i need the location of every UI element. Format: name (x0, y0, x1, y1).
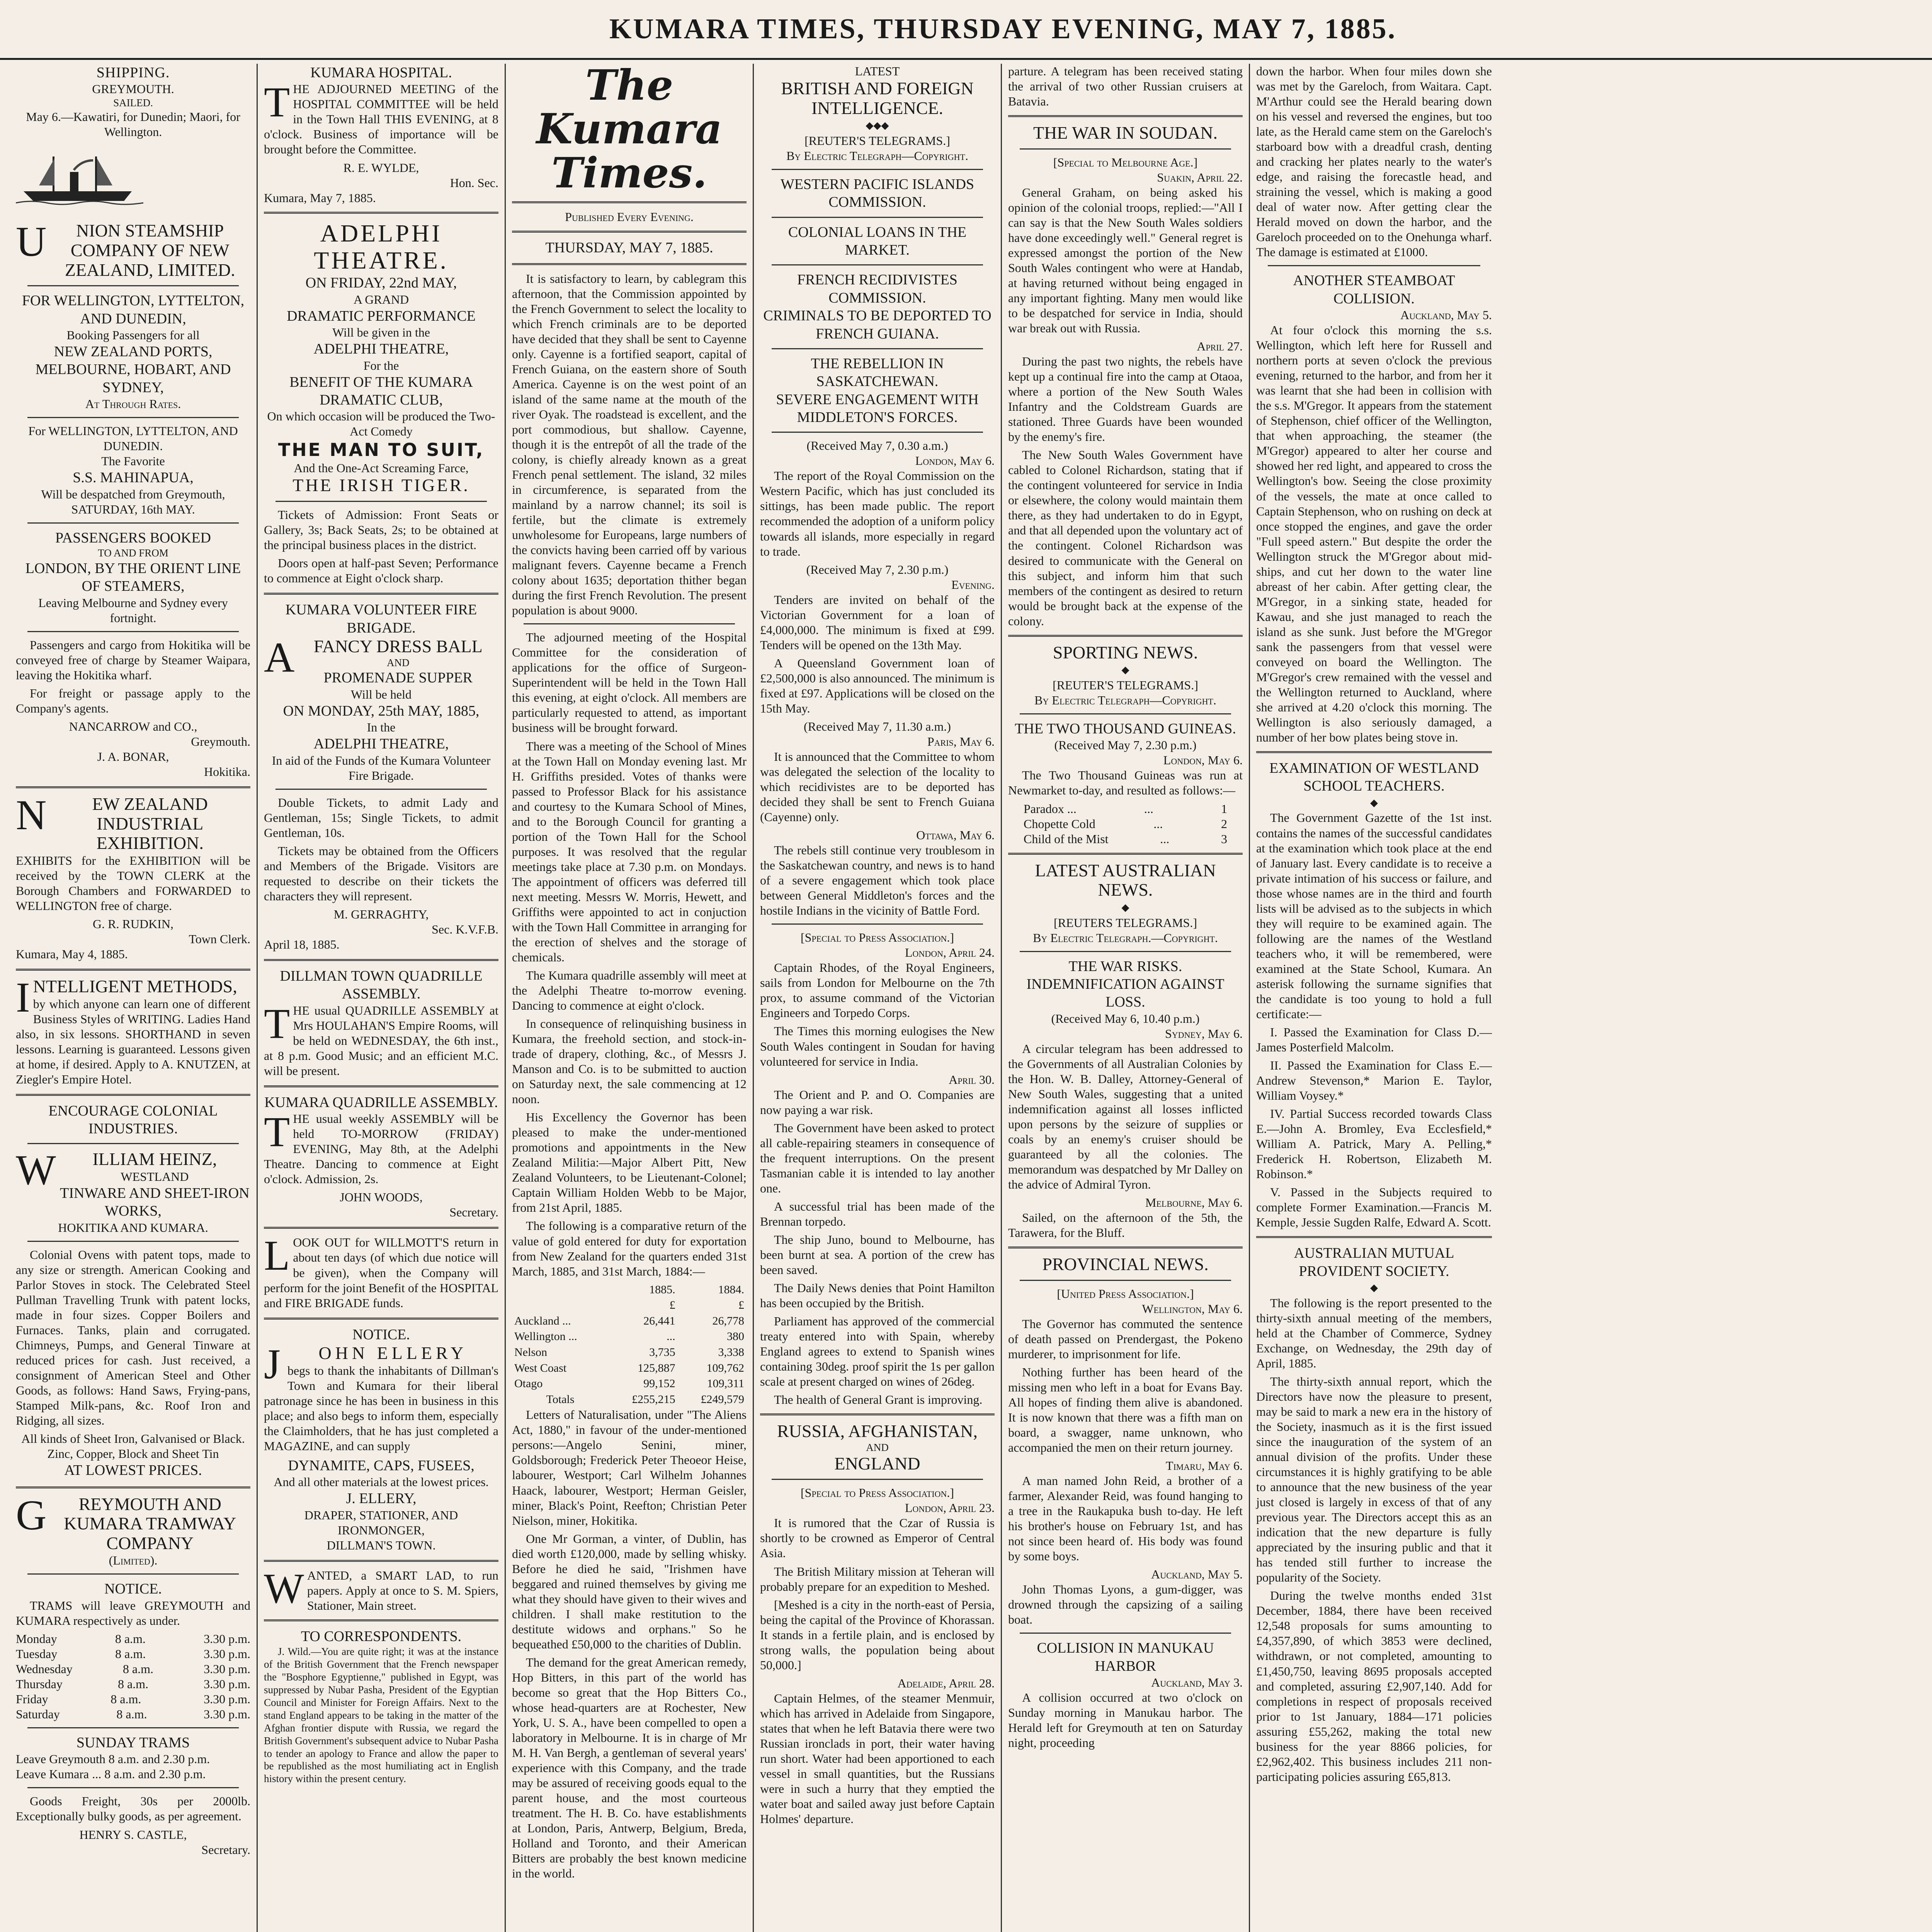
usc-despatch: Will be despatched from Greymouth, SATURDAY, 16th MAY. (41, 487, 225, 516)
story-victoria-loan: Tenders are invited on behalf of the Victorian Government for a loan of £4,000,000. The minimum is fixed at £99. Tenders will be opened on the 13th May. (760, 592, 995, 652)
headline-examination: EXAMINATION OF WESTLAND SCHOOL TEACHERS. (1269, 760, 1479, 794)
nzie-title: NEW ZEALAND INDUSTRIAL EXHIBITION. (16, 791, 208, 853)
ellery-body: begs to thank the inhabitants of Dillman's Town and Kumara for their liberal patronage since he has been in business in this place; and also begs to inform them, especially the Claimholders, that he has just completed a MAGAZINE, and can supply (264, 1363, 498, 1453)
headline-indemnification: INDEMNIFICATION AGAINST LOSS. (1026, 976, 1225, 1010)
sunday-kumara: Leave Kumara ... 8 a.m. and 2.30 p.m. (16, 1767, 206, 1781)
bfi-heading: BRITISH AND FOREIGN INTELLIGENCE. (781, 78, 974, 118)
tram-am: 8 a.m. (115, 1646, 146, 1661)
tram-row (16, 1662, 250, 1677)
story-amp-figures: During the twelve months ended 31st December, 1884, there have been received 12,548 proposals for sums amounting to £4,357,890, of which 3853 were declined, withdrawn, or not completed, amounting to £1,450,750, leaving 8695 proposals accepted and completed, assuring £2,907,140. Add for completions in respect of proposals received prior to 1st January, 1884—171 policies assuring £55,262, making the total new business for the year 8866 policies, for £2,962,402. This business includes 211 non-participating policies assuring £65,813. (1256, 1588, 1492, 1784)
gkt-notice: NOTICE. (104, 1581, 162, 1597)
story-gareloch: down the harbor. When four miles down she was met by the Gareloch, from Waitara. Capt. M'Arthur could see the Herald bearing down on his vessel and reversed the engines, but too late, as the Herald came stem on the Gareloch's starboard bow with a dreadful crash, denting and cracking her plates nearly to the water's edge, and raising the forecastle head, and straining the vessel, which is making a good deal of water now. After getting clear the Herald moved on down the harbor, and the Gareloch proceeded on to the Onehunga wharf. The damage is estimated at £1000. (1256, 64, 1492, 259)
gold-unit-1884: £ (738, 1299, 744, 1312)
encourage-heading: ENCOURAGE COLONIAL INDUSTRIES. (48, 1102, 218, 1137)
steamship-icon (16, 149, 143, 207)
gold-cell-a: 3,735 (649, 1345, 675, 1359)
headline-provincial: PROVINCIAL NEWS. (1042, 1254, 1209, 1274)
gold-cell-a: 125,887 (638, 1361, 675, 1374)
passengers-heading: PASSENGERS BOOKED (55, 529, 211, 546)
headline-england: ENGLAND (834, 1453, 920, 1473)
story-recidivistes: It is announced that the Committee to whom was delegated the selection of the locality to which recidivistes are to be deported has decided they shall be sent to French Guiana (Cayenne) only. (760, 749, 995, 824)
dateline-timaru: Timaru, May 6. (1165, 1459, 1243, 1473)
kqa-title: KUMARA QUADRILLE ASSEMBLY. (264, 1094, 498, 1111)
adelphi-given: Will be given in the (332, 325, 430, 340)
race-pos: 1 (1221, 801, 1227, 816)
column-6 (1250, 64, 1498, 1932)
usc-ship-name: S.S. MAHINAPUA, (73, 469, 194, 486)
tram-timetable (16, 1631, 250, 1722)
story-helmes: Captain Helmes, of the steamer Menmuir, which has arrived in Adelaide from Singapore, states that when he left Batavia there were two Russian ironclads in port, their water having run short. Water had been apportioned to each vessel in small quantities, but the Russians were in such a hurry that they emptied the water boat and sailed away just before Captain Holmes' departure. (760, 1691, 995, 1826)
adelphi-title: ADELPHI THEATRE. (314, 219, 449, 274)
story-reid: A man named John Reid, a brother of a farmer, Alexander Reid, was found hanging to a tree in the Raukapuka bush to-day. He left his brother's house on February 1st, and has not since been heard of. His body was found by some boys. (1008, 1474, 1243, 1563)
column-5 (1002, 64, 1250, 1932)
gold-cell-place: Otago (514, 1377, 543, 1390)
united-press-label: [United Press Association.] (1057, 1286, 1194, 1301)
published-line: Published Every Evening. (565, 210, 694, 224)
castle-signature: HENRY S. CASTLE, (79, 1827, 187, 1842)
leader-hop-bitters: The demand for the great American remedy, Hop Bitters, in this part of the world has become so great that the Hop Bitters Co., whose head-quarters are at Rochester, New York, U. S. A., have been compelled to open a laboratory in Melbourne. It is in charge of Mr M. H. Van Bergh, a gentleman of several years' experience with this Company, and the trade may be assured of receiving goods equal to the parent house, and the most courteous treatment. The H. B. Co. have establishments at London, Paris, Antwerp, Belgium, Breda, Holland and Toronto, and their American Bitters are probably the best known medicine in the world. (512, 1655, 747, 1881)
reuters-label: [REUTER'S TELEGRAMS.] (804, 133, 950, 148)
intelligent-methods-ad (16, 973, 250, 1087)
usc-route: FOR WELLINGTON, LYTTELTON, AND DUNEDIN, (22, 293, 245, 327)
gold-cell-b: 26,778 (712, 1314, 744, 1327)
story-richardson: The New South Wales Government have cabled to Colonel Richardson, stating that if the contingent volunteered for service in India or elsewhere, the colony would maintain them there, as they had undertaken to do in Egypt, and that all depended upon the voluntary act of the contingent. Colonel Richardson was desired to communicate with the General on this subject, and inform him that such members of the contingent as desired to return would be brought back at the expense of the colony. (1008, 448, 1243, 628)
page-columns (10, 64, 1932, 1932)
headline-amp: AUSTRALIAN MUTUAL PROVIDENT SOCIETY. (1294, 1245, 1454, 1279)
headline-australian: LATEST AUSTRALIAN NEWS. (1035, 860, 1216, 900)
dillman-body: THE usual QUADRILLE ASSEMBLY at Mrs HOULAHAN'S Empire Rooms, will be held on WEDNESDAY, the 6th inst., at 8 p.m. Good Music; and an efficient M.C. will be present. (264, 1000, 498, 1078)
special-age-label: [Special to Melbourne Age.] (1053, 155, 1198, 169)
leader-quadrille: The Kumara quadrille assembly will meet at the Adelphi Theatre to-morrow evening. Dancing to commence at eight o'clock. (512, 968, 747, 1013)
ellery-name: J. ELLERY, (346, 1490, 417, 1507)
hospital-heading: KUMARA HOSPITAL. (310, 65, 452, 81)
heinz-zinc: Zinc, Copper, Block and Sheet Tin (47, 1447, 219, 1461)
adelphi-date: ON FRIDAY, 22nd MAY, (305, 275, 457, 291)
race-pos: 3 (1221, 832, 1227, 846)
dateline-2: Evening. (951, 577, 995, 592)
orient-line: LONDON, BY THE ORIENT LINE OF STEAMERS, (25, 560, 241, 595)
dateline-wellington: Wellington, May 6. (1142, 1301, 1243, 1316)
kvfb-date: ON MONDAY, 25th MAY, 1885, (283, 702, 480, 719)
latest-label: LATEST (855, 64, 900, 78)
greymouth-label: GREYMOUTH. (92, 82, 174, 96)
adelphi-doors: Doors open at half-past Seven; Performance to commence at Eight o'clock sharp. (264, 556, 498, 585)
gkt-title: GREYMOUTH AND KUMARA TRAMWAY COMPANY (16, 1491, 236, 1553)
dateline-london: London, May 6. (1163, 753, 1243, 767)
leader-hospital: The adjourned meeting of the Hospital Committee for the consideration of applications for the office of Surgeon-Superintendent will be held in the Town Hall this evening, at eight o'clock. All members are particularly requested to attend, as important business will be brought forward. (512, 630, 747, 735)
gold-cell-b: 109,311 (707, 1377, 744, 1390)
headline-loans: COLONIAL LOANS IN THE MARKET. (788, 224, 967, 259)
ornament-icon: ◆◆◆ (866, 120, 889, 131)
received-1: (Received May 7, 0.30 a.m.) (806, 439, 948, 453)
story-war-risk: The Orient and P. and O. Companies are now paying a war risk. (760, 1087, 995, 1117)
tram-pm: 3.30 p.m. (204, 1662, 250, 1676)
kumara-quadrille-ad (264, 1094, 498, 1220)
press-association-label: [Special to Press Association.] (800, 930, 954, 945)
kvfb-date-2: April 18, 1885. (264, 937, 340, 951)
rudkin-role: Town Clerk. (189, 932, 250, 946)
story-manukau: A collision occurred at two o'clock on Sunday morning in Manukau harbor. The Herald left for Greymouth at ten on Saturday night, proceeding (1008, 1690, 1243, 1750)
dateline-sydney: Sydney, May 6. (1165, 1026, 1243, 1041)
exam-partial: IV. Partial Success recorded towards Class E.—John A. Bromley, Eva Ecclesfield,* William A. Patrick, Mary A. Pelling,* Frederick H. Robertson, Elizabeth M. Robinson.* (1256, 1107, 1492, 1181)
usc-route-2: For WELLINGTON, LYTTELTON, AND DUNEDIN. (28, 424, 238, 453)
received-2: (Received May 7, 2.30 p.m.) (806, 562, 949, 577)
gold-cell-place: Auckland ... (514, 1314, 571, 1327)
tram-row (16, 1677, 250, 1692)
gold-head-1885: 1885. (649, 1283, 675, 1296)
gold-cell-place: Nelson (514, 1345, 547, 1359)
passengers-tofrom: TO AND FROM (98, 547, 168, 559)
story-wpic: The report of the Royal Commission on the Western Pacific, which has just concluded its sittings, has been made public. The report recommended the adoption of a uniform policy towards all islands, more especially in regard to trade. (760, 469, 995, 558)
bonar-place: Hokitika. (204, 764, 250, 779)
story-daily-news: The Daily News denies that Point Hamilton has been occupied by the British. (760, 1281, 995, 1310)
tramway-ad (16, 1491, 250, 1857)
masthead: KUMARA TIMES, THURSDAY EVENING, MAY 7, 1885. (0, 0, 1932, 60)
adelphi-for: For the (363, 358, 399, 372)
rudkin-signature: G. R. RUDKIN, (93, 917, 173, 931)
kvfb-ball: AFANCY DRESS BALL (264, 633, 483, 681)
headline-rebellion: THE REBELLION IN SASKATCHEWAN. (811, 355, 944, 390)
column-2 (258, 64, 506, 1932)
dateline-7: London, April 23. (905, 1501, 995, 1515)
story-grant: The health of General Grant is improving. (774, 1393, 983, 1407)
reuters-label-3: [REUTERS TELEGRAMS.] (1054, 915, 1197, 930)
sunday-greymouth: Leave Greymouth 8 a.m. and 2.30 p.m. (16, 1752, 210, 1766)
usc-ports: NEW ZEALAND PORTS, MELBOURNE, HOBART, AND SYDNEY, (35, 343, 231, 396)
tram-am: 8 a.m. (111, 1692, 141, 1706)
story-otaoa: During the past two nights, the rebels have kept up a continual fire into the camp at Otaoa, where a portion of the New South Wales Infantry and the Coldstream Guards are stationed. Three Guards have been wounded by the enemy's fire. (1008, 354, 1243, 444)
kqa-body: THE usual weekly ASSEMBLY will be held TO-MORROW (FRIDAY) EVENING, May 8th, at the Adelphi Theatre. Dancing to commence at Eight o'clock. Admission, 2s. (264, 1108, 498, 1186)
dateline-4: Ottawa, May 6. (916, 828, 995, 842)
dateline-6: April 30. (949, 1072, 995, 1087)
tram-day: Friday (16, 1692, 48, 1706)
story-amp-intro: The following is the report presented to the thirty-sixth annual meeting of the members, held at the Chamber of Commerce, Sydney Exchange, on Wednesday, the 29th day of April, 1885. (1256, 1296, 1492, 1370)
story-gazette: The Government Gazette of the 1st inst. contains the names of the successful candidates at the examination which took place at the end of January last. Every candidate is to receive a private intimation of his success or failure, and those whose names are in the third and fourth lists will be advised as to the subjects in which they will require to be examined again. The following are the names of the Westland teachers who, it will be remembered, were examined at the State School, Kumara. An asterisk following the surname signifies that the candidate is too young to hold a full certificate:— (1256, 811, 1492, 1021)
story-dalley: A circular telegram has been addressed to the Governments of all Australian Colonies by the Hon. W. B. Dalley, Attorney-General of New South Wales, suggesting that a united indemnification against all losses inflicted upon persons by the seizure of supplies or coals by an enemy's cruiser should be guaranteed by all the colonies. The memorandum was despatched by Mr Dalley on the advice of Admiral Tyron. (1008, 1041, 1243, 1191)
gold-total-1884: £249,579 (701, 1393, 744, 1406)
column-4 (754, 64, 1002, 1932)
race-dots: ... (1144, 801, 1153, 816)
intel-body: by which anyone can learn one of different Business Styles of WRITING. Ladies Hand also, in six lessons. SHORTHAND in seven lessons. Learning is guaranteed. Lessons given at home, if desired. Apply to A. KNUTZEN, at Ziegler's Empire Hotel. (16, 997, 250, 1086)
ellery-title: JOHN ELLERY (264, 1340, 468, 1388)
story-juno: The ship Juno, bound to Melbourne, has been burnt at sea. A portion of the crew has been saved. (760, 1232, 995, 1277)
headline-war-risks: THE WAR RISKS. (1068, 958, 1182, 975)
correspondents-body: J. Wild.—You are quite right; it was at the instance of the British Government that the French newspaper the "Bosphore Egyptienne," published in Egypt, was suppressed by Nubar Pasha, President of the Egyptian Council and Minister for Foreign Affairs. Next to the stand England appears to be taking in the matter of the Afghan frontier dispute with Russia, we regard the British Government's subsequent advice to Nubar Pasha to tender an apology to France and allow the paper to be republished as the most humiliating act in English history within the present century. (264, 1646, 498, 1785)
kvfb-and: AND (386, 656, 410, 668)
heinz-ad (16, 1102, 250, 1480)
nancarrow-signature: NANCARROW and CO., (69, 719, 197, 733)
willmott-body: LOOK OUT for WILLMOTT'S return in about ten days (of which due notice will be given), when the Company will perform for the joint Benefit of the HOSPITAL and FIRE BRIGADE funds. (264, 1232, 498, 1310)
leader-gorman: One Mr Gorman, a vinter, of Dublin, has died worth £120,000, made by selling whisky. Before he died he said, "Irishmen have beggared and ruined themselves by giving me what they should have given to their wives and children. I shall make restitution to the destitute widows and orphans." So he bequeathed £50,000 to the charities of Dublin. (512, 1531, 747, 1651)
exam-former: V. Passed in the Subjects required to complete Former Examination.—Francis M. Kemple, Jessie Sugden Ralfe, Edward A. Scott. (1256, 1185, 1492, 1230)
tram-pm: 3.30 p.m. (204, 1692, 250, 1706)
exam-class-d: I. Passed the Examination for Class D.—James Posterfield Malcolm. (1256, 1025, 1492, 1054)
leader-school-mines: There was a meeting of the School of Mines at the Town Hall on Monday evening last. Mr H. Griffiths presided. Votes of thanks were passed to Professor Black for his assistance and courtesy to the Kumara School of Mines, and to the Borough Council for granting a portion of the Town Hall for the School purposes. It was resolved that the regular meetings take place at 7.30 p.m. on Mondays. The appointment of officers was deferred till next meeting. Messrs W. Morris, Hewett, and Griffiths were appointed to act in conjuction with the Town Hall Committee in arranging for the erection of shelves and the storage of chemicals. (512, 739, 747, 964)
table-row (512, 1329, 747, 1345)
story-evans-bay: Nothing further has been heard of the missing men who left in a boat for Evans Bay. All hopes of finding them alive is abandoned. It is now known that there was a fifth man on board, a swagger, name unknown, who accompanied the men on their return journey. (1008, 1365, 1243, 1455)
headline-two-thousand: THE TWO THOUSAND GUINEAS. (1015, 721, 1236, 737)
story-saskatchewan: The rebels still continue very troublesom in the Saskatchewan country, and news is to hand of a severe engagement which took place between General Middleton's forces and the hostile Indians in the vicinity of Battle Ford. (760, 843, 995, 918)
column-1 (10, 64, 258, 1932)
union-steamship-ad (16, 218, 250, 779)
gerraghty-signature: M. GERRAGHTY, (333, 907, 429, 921)
dateline-1: London, May 6. (915, 454, 995, 468)
heinz-westland: WESTLAND (121, 1170, 189, 1184)
story-batavia: parture. A telegram has been received stating the arrival of two other Russian cruisers at Batavia. (1008, 64, 1243, 109)
dateline-auckland-3: Auckland, May 5. (1400, 308, 1492, 322)
story-torpedo: A successful trial has been made of the Brennan torpedo. (760, 1199, 995, 1228)
kvfb-tickets: Double Tickets, to admit Lady and Gentleman, 15s; Single Tickets, to admit Gentleman, 10s. (264, 795, 498, 840)
adelphi-ad (264, 220, 498, 586)
race-results (1008, 801, 1243, 847)
gold-unit-1885: £ (669, 1299, 675, 1312)
story-cable: The Government have been asked to protect all cable-repairing steamers in consequence of the frequent interruptions. On the present Tasmanian cable it is intended to lay another one. (760, 1121, 995, 1195)
gold-cell-place: Wellington ... (514, 1330, 577, 1343)
dillman-quadrille-ad (264, 967, 498, 1078)
story-prendergast: The Governor has commuted the sentence of death passed on Prendergast, the Pokeno murderer, to imprisonment for life. (1008, 1316, 1243, 1361)
leader-gold: The following is a comparative return of the value of gold entered for duty for exportation from New Zealand for the quarters ended 31st March, 1885, and 31st March, 1884:— (512, 1219, 747, 1278)
dateline-april27: April 27. (1197, 339, 1243, 354)
kvfb-in: In the (367, 720, 396, 735)
tram-day: Wednesday (16, 1662, 73, 1676)
headline-collision: COLLISION IN MANUKAU HARBOR (1037, 1640, 1214, 1674)
tram-pm: 3.30 p.m. (204, 1631, 250, 1646)
adelphi-grand: A GRAND (353, 292, 409, 306)
tram-am: 8 a.m. (116, 1707, 147, 1721)
ornament-icon: ◆ (1121, 901, 1129, 913)
tram-pm: 3.30 p.m. (204, 1646, 250, 1661)
heinz-title: WILLIAM HEINZ, (16, 1146, 217, 1194)
headline-french: FRENCH RECIDIVISTES COMMISSION. (797, 272, 957, 306)
kvfb-held: Will be held (351, 687, 412, 701)
rudkin-date: Kumara, May 4, 1885. (16, 947, 128, 961)
intel-title: INTELLIGENT METHODS, (16, 973, 237, 1021)
tram-pm: 3.30 p.m. (204, 1677, 250, 1691)
adelphi-and: And the One-Act Screaming Farce, (294, 461, 469, 475)
column-3 (506, 64, 754, 1932)
ornament-icon: ◆ (1370, 797, 1378, 808)
castle-role: Secretary. (201, 1842, 250, 1857)
dateline-auckland-1: Auckland, May 5. (1151, 1567, 1243, 1582)
headline-criminals: CRIMINALS TO BE DEPORTED TO FRENCH GUIANA. (763, 308, 992, 342)
tram-row (16, 1707, 250, 1722)
bonar-signature: J. A. BONAR, (97, 749, 169, 764)
tram-am: 8 a.m. (117, 1677, 149, 1691)
gold-cell-a: 99,152 (643, 1377, 675, 1390)
tram-day: Tuesday (16, 1646, 58, 1661)
dateline-5: London, April 24. (905, 946, 995, 960)
kvfb-aid: In aid of the Funds of the Kumara Volunteer Fire Brigade. (272, 753, 491, 782)
story-guineas: The Two Thousand Guineas was run at Newmarket to-day, and resulted as follows:— (1008, 768, 1243, 798)
kvfb-officers: Tickets may be obtained from the Officers and Members of the Brigade. Visitors are requested to describe on their tickets the characters they will represent. (264, 844, 498, 903)
story-czar: It is rumored that the Czar of Russia is shortly to be crowned as Emperor of Central Asia. (760, 1516, 995, 1560)
orient-leaving: Leaving Melbourne and Sydney every fortnight. (38, 595, 228, 625)
table-row (512, 1313, 747, 1329)
correspondents-heading: TO CORRESPONDENTS. (301, 1628, 462, 1645)
gold-cell-b: 380 (727, 1330, 744, 1343)
adelphi-theatre: ADELPHI THEATRE, (313, 341, 449, 357)
gold-head-1884: 1884. (718, 1283, 744, 1296)
sunday-trams-heading: SUNDAY TRAMS (76, 1735, 190, 1751)
dateline-3: Paris, May 6. (927, 734, 995, 748)
story-times: The Times this morning eulogises the New South Wales contingent in Soudan for having volunteered for service in India. (760, 1024, 995, 1068)
received-guineas: (Received May 7, 2.30 p.m.) (1054, 738, 1197, 752)
reuters-label-2: [REUTER'S TELEGRAMS.] (1053, 678, 1198, 692)
heinz-kinds: All kinds of Sheet Iron, Galvanised or Black. (21, 1432, 245, 1446)
byelec-label-2: By Electric Telegraph—Copyright. (1034, 693, 1216, 707)
race-horse: Chopette Cold (1024, 816, 1095, 831)
tram-row (16, 1692, 250, 1707)
gold-cell-a: 26,441 (643, 1314, 675, 1327)
ornament-icon: ◆ (1370, 1282, 1378, 1294)
hospital-date: Kumara, May 7, 1885. (264, 190, 376, 205)
leader-naturalisation: Letters of Naturalisation, under "The Aliens Act, 1880," in favour of the under-mentioned persons:—Angelo Senini, miner, Goldsborough; Frederick Peter Theoeor Heise, labourer, Westport; Carl Wilhelm Johannes Haack, labourer, Westport; Herman Geisler, miner, Black's Point, Reefton; Christian Peter Nielson, miner, Hokitika. (512, 1408, 747, 1527)
usc-title: UNION STEAMSHIP COMPANY OF NEW ZEALAND, LIMITED. (16, 218, 235, 280)
nzie-body: EXHIBITS for the EXHIBITION will be received by the TOWN CLERK at the Borough Chambers and FORWARDED to WELLINGTON free of charge. (16, 853, 250, 913)
headline-and: AND (866, 1441, 889, 1453)
gold-total-label: Totals (546, 1393, 575, 1406)
race-result-row (1008, 832, 1243, 847)
ellery-ad (264, 1326, 498, 1553)
ornament-icon: ◆ (1121, 664, 1129, 676)
wylde-role: Hon. Sec. (450, 175, 498, 190)
story-lyons: John Thomas Lyons, a gum-digger, was drowned through the capsizing of a sailing boat. (1008, 1582, 1243, 1627)
leader-date: THURSDAY, MAY 7, 1885. (545, 240, 713, 256)
ellery-place: DILLMAN'S TOWN. (327, 1538, 436, 1552)
fire-brigade-ad (264, 601, 498, 952)
kvfb-theatre: ADELPHI THEATRE, (313, 736, 449, 752)
tram-day: Monday (16, 1631, 57, 1646)
shipping-heading: SHIPPING. (96, 65, 170, 81)
adelphi-benefit: BENEFIT OF THE KUMARA DRAMATIC CLUB, (289, 374, 473, 408)
wanted-ad: WANTED, a SMART LAD, to run papers. Apply at once to S. M. Spiers, Stationer, Main street. (264, 1565, 498, 1612)
story-queensland-loan: A Queensland Government loan of £2,500,000 is also announced. The minimum is fixed at £97. Applications will be closed on the 15th May. (760, 656, 995, 715)
gold-cell-b: 3,338 (718, 1345, 744, 1359)
ellery-other: And all other materials at the lowest prices. (274, 1475, 489, 1489)
story-tarawera: Sailed, on the afternoon of the 5th, the Tarawera, for the Bluff. (1008, 1211, 1243, 1240)
woods-signature: JOHN WOODS, (340, 1190, 423, 1204)
heinz-items: Colonial Ovens with patent tops, made to any size or strength. American Cooking and Parlor Stoves in stock. The Celebrated Steel Pullman Travelling Trunk with patent locks, made in four sizes. Copper Boilers and Furnaces. Tanks, plain and corrugated. Chimneys, Pumps, and General Tinware at reduced prices for cash. Just received, a consignment of American Steel and Other Goods, as follows: Hand Saws, Frying-pans, Stamped Milk-pans, &c. Roof Iron and Ridging, all sizes. (16, 1247, 250, 1428)
kvfb-supper: PROMENADE SUPPER (323, 670, 473, 686)
headline-another-collision: ANOTHER STEAMBOAT COLLISION. (1293, 272, 1455, 307)
story-wellington-mgregor: At four o'clock this morning the s.s. Wellington, which left here for Russell and northern ports at seven o'clock the previous evening, returned to the harbor, and from her it was learnt that she had been in collision with the s.s. M'Gregor. It appears from the statement of Stephenson, chief officer of the Wellington, that when approaching, the steamer (the M'Gregor) appeared to alter her course and showed her red light, and appeared to cross the Wellington's bow. Seeing the close proximity of the vessels, the mate at once called to Captain Stephenson, who on rushing on deck at once stopped the engines, and gave the order "Full speed astern." But despite the order the Wellington struck the M'Gregor about mid-ships, and cut her down to the water line abreast of her cabin. After getting clear, the M'Gregor, in a sinking state, headed for Kawau, and she just managed to reach the island as she sunk. Just before the M'Gregor sank the passengers from that vessel were conveyed on board the Wellington. The M'Gregor's crew remained with the vessel and the Wellington returned to Auckland, where she arrived at 4.20 o'clock this morning. The Wellington is also seriously damaged, a number of her bow plates being stove in. (1256, 323, 1492, 744)
story-rhodes: Captain Rhodes, of the Royal Engineers, sails from London for Melbourne on the 7th prox, to assume command of the Victorian Engineers and Torpedo Corps. (760, 961, 995, 1020)
heinz-lowest: AT LOWEST PRICES. (64, 1462, 202, 1479)
headline-soudan: THE WAR IN SOUDAN. (1033, 123, 1218, 143)
tram-day: Saturday (16, 1707, 60, 1721)
table-row (512, 1345, 747, 1361)
heinz-trade: TINWARE AND SHEET-IRON WORKS, (60, 1185, 250, 1219)
hospital-body: THE ADJOURNED MEETING of the HOSPITAL COMMITTEE will be held in the Town Hall THIS EVENING, at 8 o'clock. Business of importance will be brought before the Committee. (264, 78, 498, 156)
heinz-place: HOKITIKA AND KUMARA. (58, 1220, 208, 1235)
goods-freight: Goods Freight, 30s per 2000lb. Exceptionally bulky goods, as per agreement. (16, 1794, 250, 1823)
race-result-row (1008, 801, 1243, 816)
tram-pm: 3.30 p.m. (204, 1707, 250, 1721)
exam-class-e: II. Passed the Examination for Class E.—Andrew Stevenson,* Marion E. Taylor, William Voysey.* (1256, 1058, 1492, 1103)
dillman-title: DILLMAN TOWN QUADRILLE ASSEMBLY. (280, 968, 483, 1002)
passengers-body: Passengers and cargo from Hokitika will be conveyed free of charge by Steamer Waipara, leaving the Hokitika wharf. (16, 638, 250, 682)
adelphi-play-2: THE IRISH TIGER. (293, 475, 470, 495)
gerraghty-role: Sec. K.V.F.B. (432, 922, 498, 936)
gkt-body: TRAMS will leave GREYMOUTH and KUMARA respectively as under. (16, 1598, 250, 1628)
tram-am: 8 a.m. (122, 1662, 153, 1676)
adelphi-play-1: THE MAN TO SUIT, (278, 439, 485, 461)
gold-return-table (512, 1282, 747, 1408)
headline-severe: SEVERE ENGAGEMENT WITH MIDDLETON'S FORCES. (776, 391, 979, 425)
dateline-8: Adelaide, April 28. (897, 1676, 995, 1690)
adelphi-occasion: On which occasion will be produced the Two-Act Comedy (267, 409, 495, 439)
story-amp-report: The thirty-sixth annual report, which the Directors have now the pleasure to present, may be said to mark a new era in the history of the Society, inasmuch as it is the first issued since the inauguration of the system of an annual division of the profits. Under these circumstances it is highly gratifying to be able to announce that the new business of the year just closed is largely in excess of that of any previous year. The Directors accept this as an indication that the new departure is fully appreciated by the insuring public and that it has tended still further to increase the popularity of the Society. (1256, 1374, 1492, 1585)
leader-auction: In consequence of relinquishing business in Kumara, the freehold section, and stock-in-trade of drapery, clothing, &c., of Messrs J. Manson and Co. is to be submitted to auction on Saturday next, the sale commencing at 12 noon. (512, 1017, 747, 1106)
race-horse: Paradox ... (1024, 801, 1077, 816)
ellery-notice: NOTICE. (352, 1326, 410, 1343)
woods-role: Secretary. (449, 1205, 498, 1219)
dateline-melbourne: Melbourne, May 6. (1145, 1196, 1243, 1210)
gold-cell-a: ... (667, 1330, 675, 1343)
byelec-label-3: By Electric Telegraph.—Copyright. (1033, 930, 1218, 945)
dateline-suakin: Suakin, April 22. (1157, 170, 1243, 184)
byelec-label: By Electric Telegraph—Copyright. (786, 148, 968, 163)
tram-am: 8 a.m. (115, 1631, 146, 1646)
ellery-trade: DRAPER, STATIONER, AND IRONMONGER, (304, 1508, 458, 1537)
race-horse: Child of the Mist (1024, 832, 1109, 846)
tram-row (16, 1646, 250, 1662)
freight-body: For freight or passage apply to the Company's agents. (16, 686, 250, 715)
gold-total-1885: £255,215 (632, 1393, 675, 1406)
story-treaty: Parliament has approved of the commercial treaty entered into with Spain, whereby England agrees to extend to Spanish wines containing 30deg. proof spirit the 1s per gallon scale at present charged on wines of 26deg. (760, 1314, 995, 1389)
story-meshed: [Meshed is a city in the north-east of Persia, being the capital of the Province of Khorassan. It stands in a fertile plain, and is enclosed by strong walls, the population being about 50,000.] (760, 1597, 995, 1672)
gkt-limited: (Limited). (109, 1553, 158, 1568)
story-graham: General Graham, on being asked his opinion of the colonial troops, replied:—"All I can say is that the New South Wales soldiers have done exceedingly well." General regret is expressed amongst the portion of the New South Wales contingent who were at Handab, at having returned without being engaged in any important fighting. Many men would like to be despatched for service in India, should war break out with Russia. (1008, 185, 1243, 335)
usc-rates: At Through Rates. (85, 397, 181, 411)
nz-exhibition-ad (16, 791, 250, 962)
leader-militia: His Excellency the Governor has been pleased to make the under-mentioned promotions and appointments in the New Zealand Militia:—Major Albert Pitt, New Zealand Volunteers, to be Lieutenant-Colonel; Captain William Holden Webb to be Major, from 21st April, 1885. (512, 1110, 747, 1215)
wylde-signature: R. E. WYLDE, (343, 160, 419, 175)
received-sydney: (Received May 6, 10.40 p.m.) (1051, 1011, 1200, 1026)
nancarrow-place: Greymouth. (191, 734, 250, 748)
race-dots: ... (1153, 816, 1163, 831)
press-association-label-2: [Special to Press Association.] (800, 1486, 954, 1500)
adelphi-tickets: Tickets of Admission: Front Seats or Gallery, 3s; Back Seats, 2s; to be obtained at the principal business places in the district. (264, 508, 498, 552)
headline-russia: RUSSIA, AFGHANISTAN, (777, 1421, 978, 1441)
headline-sporting: SPORTING NEWS. (1053, 642, 1198, 662)
table-row (512, 1376, 747, 1392)
adelphi-performance: DRAMATIC PERFORMANCE (287, 308, 476, 324)
race-pos: 2 (1221, 816, 1227, 831)
ellery-dynamite: DYNAMITE, CAPS, FUSEES, (288, 1457, 474, 1474)
table-row (512, 1361, 747, 1376)
sailed-label: SAILED. (113, 97, 153, 109)
gold-cell-b: 109,762 (706, 1361, 744, 1374)
kvfb-title: KUMARA VOLUNTEER FIRE BRIGADE. (285, 602, 477, 636)
usc-booking: Booking Passengers for all (66, 328, 200, 342)
received-3: (Received May 7, 11.30 a.m.) (804, 719, 951, 733)
tram-row (16, 1631, 250, 1646)
headline-wpic: WESTERN PACIFIC ISLANDS COMMISSION. (780, 176, 975, 211)
willmott-ad (264, 1232, 498, 1310)
race-dots: ... (1160, 832, 1170, 846)
story-teheran: The British Military mission at Teheran will probably prepare for an expedition to Meshed. (760, 1564, 995, 1594)
leader-cayenne: It is satisfactory to learn, by cablegram this afternoon, that the Commission appointed by the French Government to select the locality to which French criminals are to be deported have decided that they shall be sent to Cayenne only. Cayenne is a fortified seaport, capital of French Guiana, on the eastern shore of South America. Cayenne is on the west point of an island of the same name at the mouth of the river Oyak. The roadstead is excellent, and the port commodious, but shallow. Cayenne, though it is the entrepôt of all the trade of the colony, is chiefly already known as a great French penal settlement. The island, 32 miles in circumference, is separated from the mainland by a narrow channel; its soil is fertile, but the climate is extremely unwholesome for Europeans, large numbers of the convicts having been carried off by various malignant fevers. Cayenne became a French colony about 1635; deportation thither began during the first French Revolution. The present population is about 9000. (512, 271, 747, 617)
paper-title: The Kumara Times. (536, 64, 723, 197)
race-result-row (1008, 816, 1243, 832)
dateline-auckland-2: Auckland, May 3. (1151, 1675, 1243, 1690)
sailed-text: May 6.—Kawatiri, for Dunedin; Maori, for Wellington. (26, 110, 240, 139)
tram-day: Thursday (16, 1677, 63, 1691)
gold-cell-place: West Coast (514, 1361, 567, 1374)
usc-favorite: The Favorite (101, 454, 165, 468)
